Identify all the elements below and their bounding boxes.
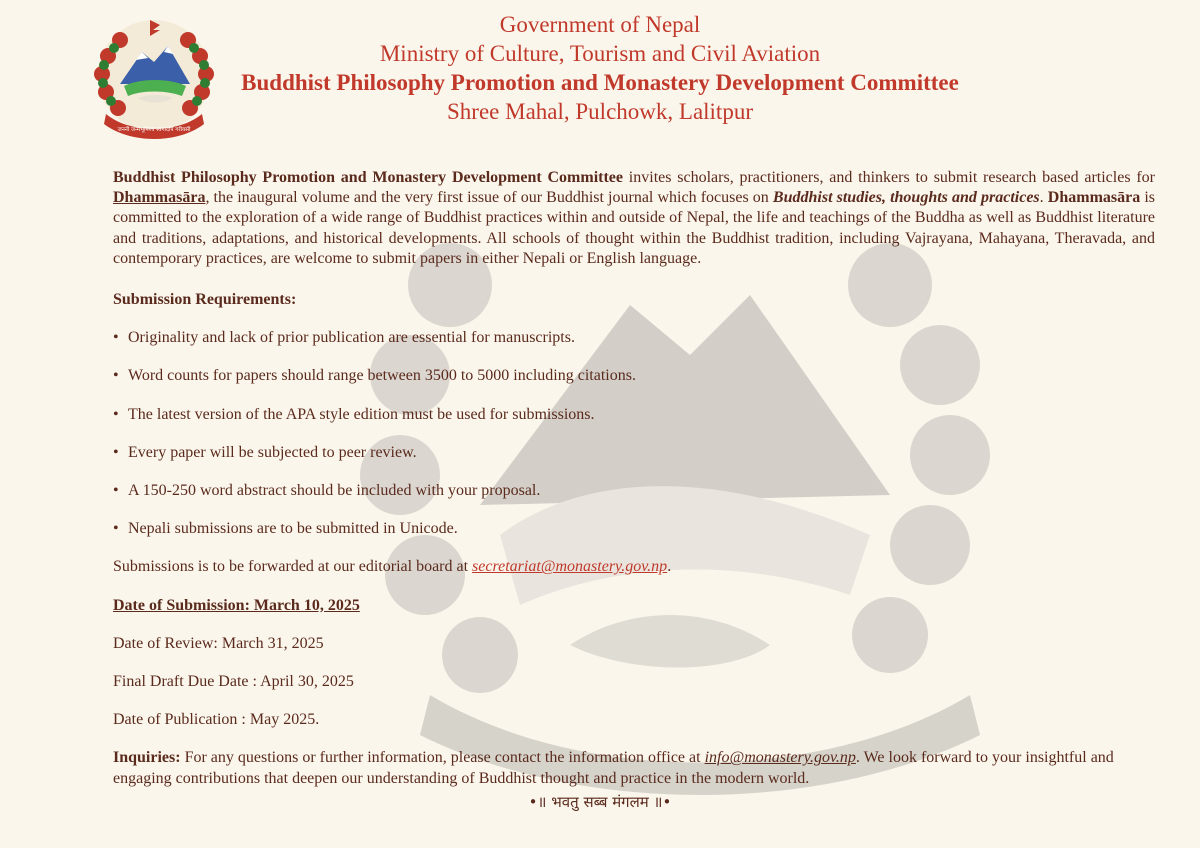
requirement-text: A 150-250 word abstract should be included with your proposal. <box>128 482 541 500</box>
list-item <box>113 519 1155 539</box>
emblem-motto: जननी जन्मभूमिश्च स्वर्गादपि गरीयसी <box>117 127 191 133</box>
intro-text-4: is committed to the exploration of a wide range of Buddhist practices within and outside of Nepal, the life and teachings of the Buddha as well as Buddhist literature and traditions, adaptations, and historical developments. All schools of thought within the Buddhist tradition, including Vajrayana, Mahayana, Theravada, and contemporary practices, are welcome to submit papers in either Nepali or English language. <box>113 189 1156 267</box>
list-item <box>113 328 1155 348</box>
header-committee: Buddhist Philosophy Promotion and Monastery Development Committee <box>241 70 959 95</box>
requirements-title: Submission Requirements: <box>113 291 297 309</box>
notice-body <box>113 168 1155 789</box>
journal-name-2: Dhammasāra <box>1047 189 1141 207</box>
list-item <box>113 443 1155 463</box>
info-email-link[interactable]: info@monastery.gov.np <box>704 749 856 767</box>
letterhead <box>0 10 1200 126</box>
forward-line <box>113 557 1155 577</box>
intro-org: Buddhist Philosophy Promotion and Monastery Development Committee <box>113 169 624 186</box>
inquiries-label: Inquiries: <box>113 749 181 767</box>
intro-focus: Buddhist studies, thoughts and practices <box>772 189 1040 207</box>
intro-text-3: . <box>1039 189 1048 207</box>
requirement-text: The latest version of the APA style edition must be used for submissions. <box>128 405 595 423</box>
list-item <box>113 405 1155 425</box>
list-item <box>113 366 1155 386</box>
publication-date: Date of Publication : May 2025. <box>113 711 320 729</box>
final-draft-date: Final Draft Due Date : April 30, 2025 <box>113 673 354 691</box>
inquiries-text-1: For any questions or further information, please contact the information office at <box>180 749 705 767</box>
list-item <box>113 481 1155 501</box>
requirement-text: Word counts for papers should range between 3500 to 5000 including citations. <box>128 367 636 385</box>
requirement-text: Every paper will be subjected to peer review. <box>128 443 417 461</box>
closing-blessing: •॥ भवतु सब्ब मंगलम ॥• <box>528 793 672 811</box>
header-ministry: Ministry of Culture, Tourism and Civil Aviation <box>379 41 821 66</box>
forward-end: . <box>667 558 672 576</box>
header-address: Shree Mahal, Pulchowk, Lalitpur <box>447 99 753 124</box>
requirements-list <box>113 328 1155 539</box>
submission-date: Date of Submission: March 10, 2025 <box>113 596 360 614</box>
intro-text-1: invites scholars, practitioners, and thinkers to submit research based articles for <box>623 169 1155 186</box>
secretariat-email-link[interactable]: secretariat@monastery.gov.np <box>472 558 668 576</box>
inquiries-text-2: . We look forward to your insightful and engaging contributions that deepen our understanding of Buddhist thought and practice in the modern world. <box>113 749 1114 787</box>
requirement-text: Originality and lack of prior publication are essential for manuscripts. <box>128 329 575 347</box>
forward-text: Submissions is to be forwarded at our editorial board at <box>113 558 473 576</box>
requirement-text: Nepali submissions are to be submitted in Unicode. <box>128 520 458 538</box>
journal-name: Dhammasāra <box>113 189 206 207</box>
inquiries-paragraph <box>113 748 1155 788</box>
header-government: Government of Nepal <box>499 12 701 37</box>
intro-paragraph <box>113 168 1155 269</box>
intro-text-2: , the inaugural volume and the very first issue of our Buddhist journal which focuses on <box>205 189 773 207</box>
review-date: Date of Review: March 31, 2025 <box>113 634 324 652</box>
